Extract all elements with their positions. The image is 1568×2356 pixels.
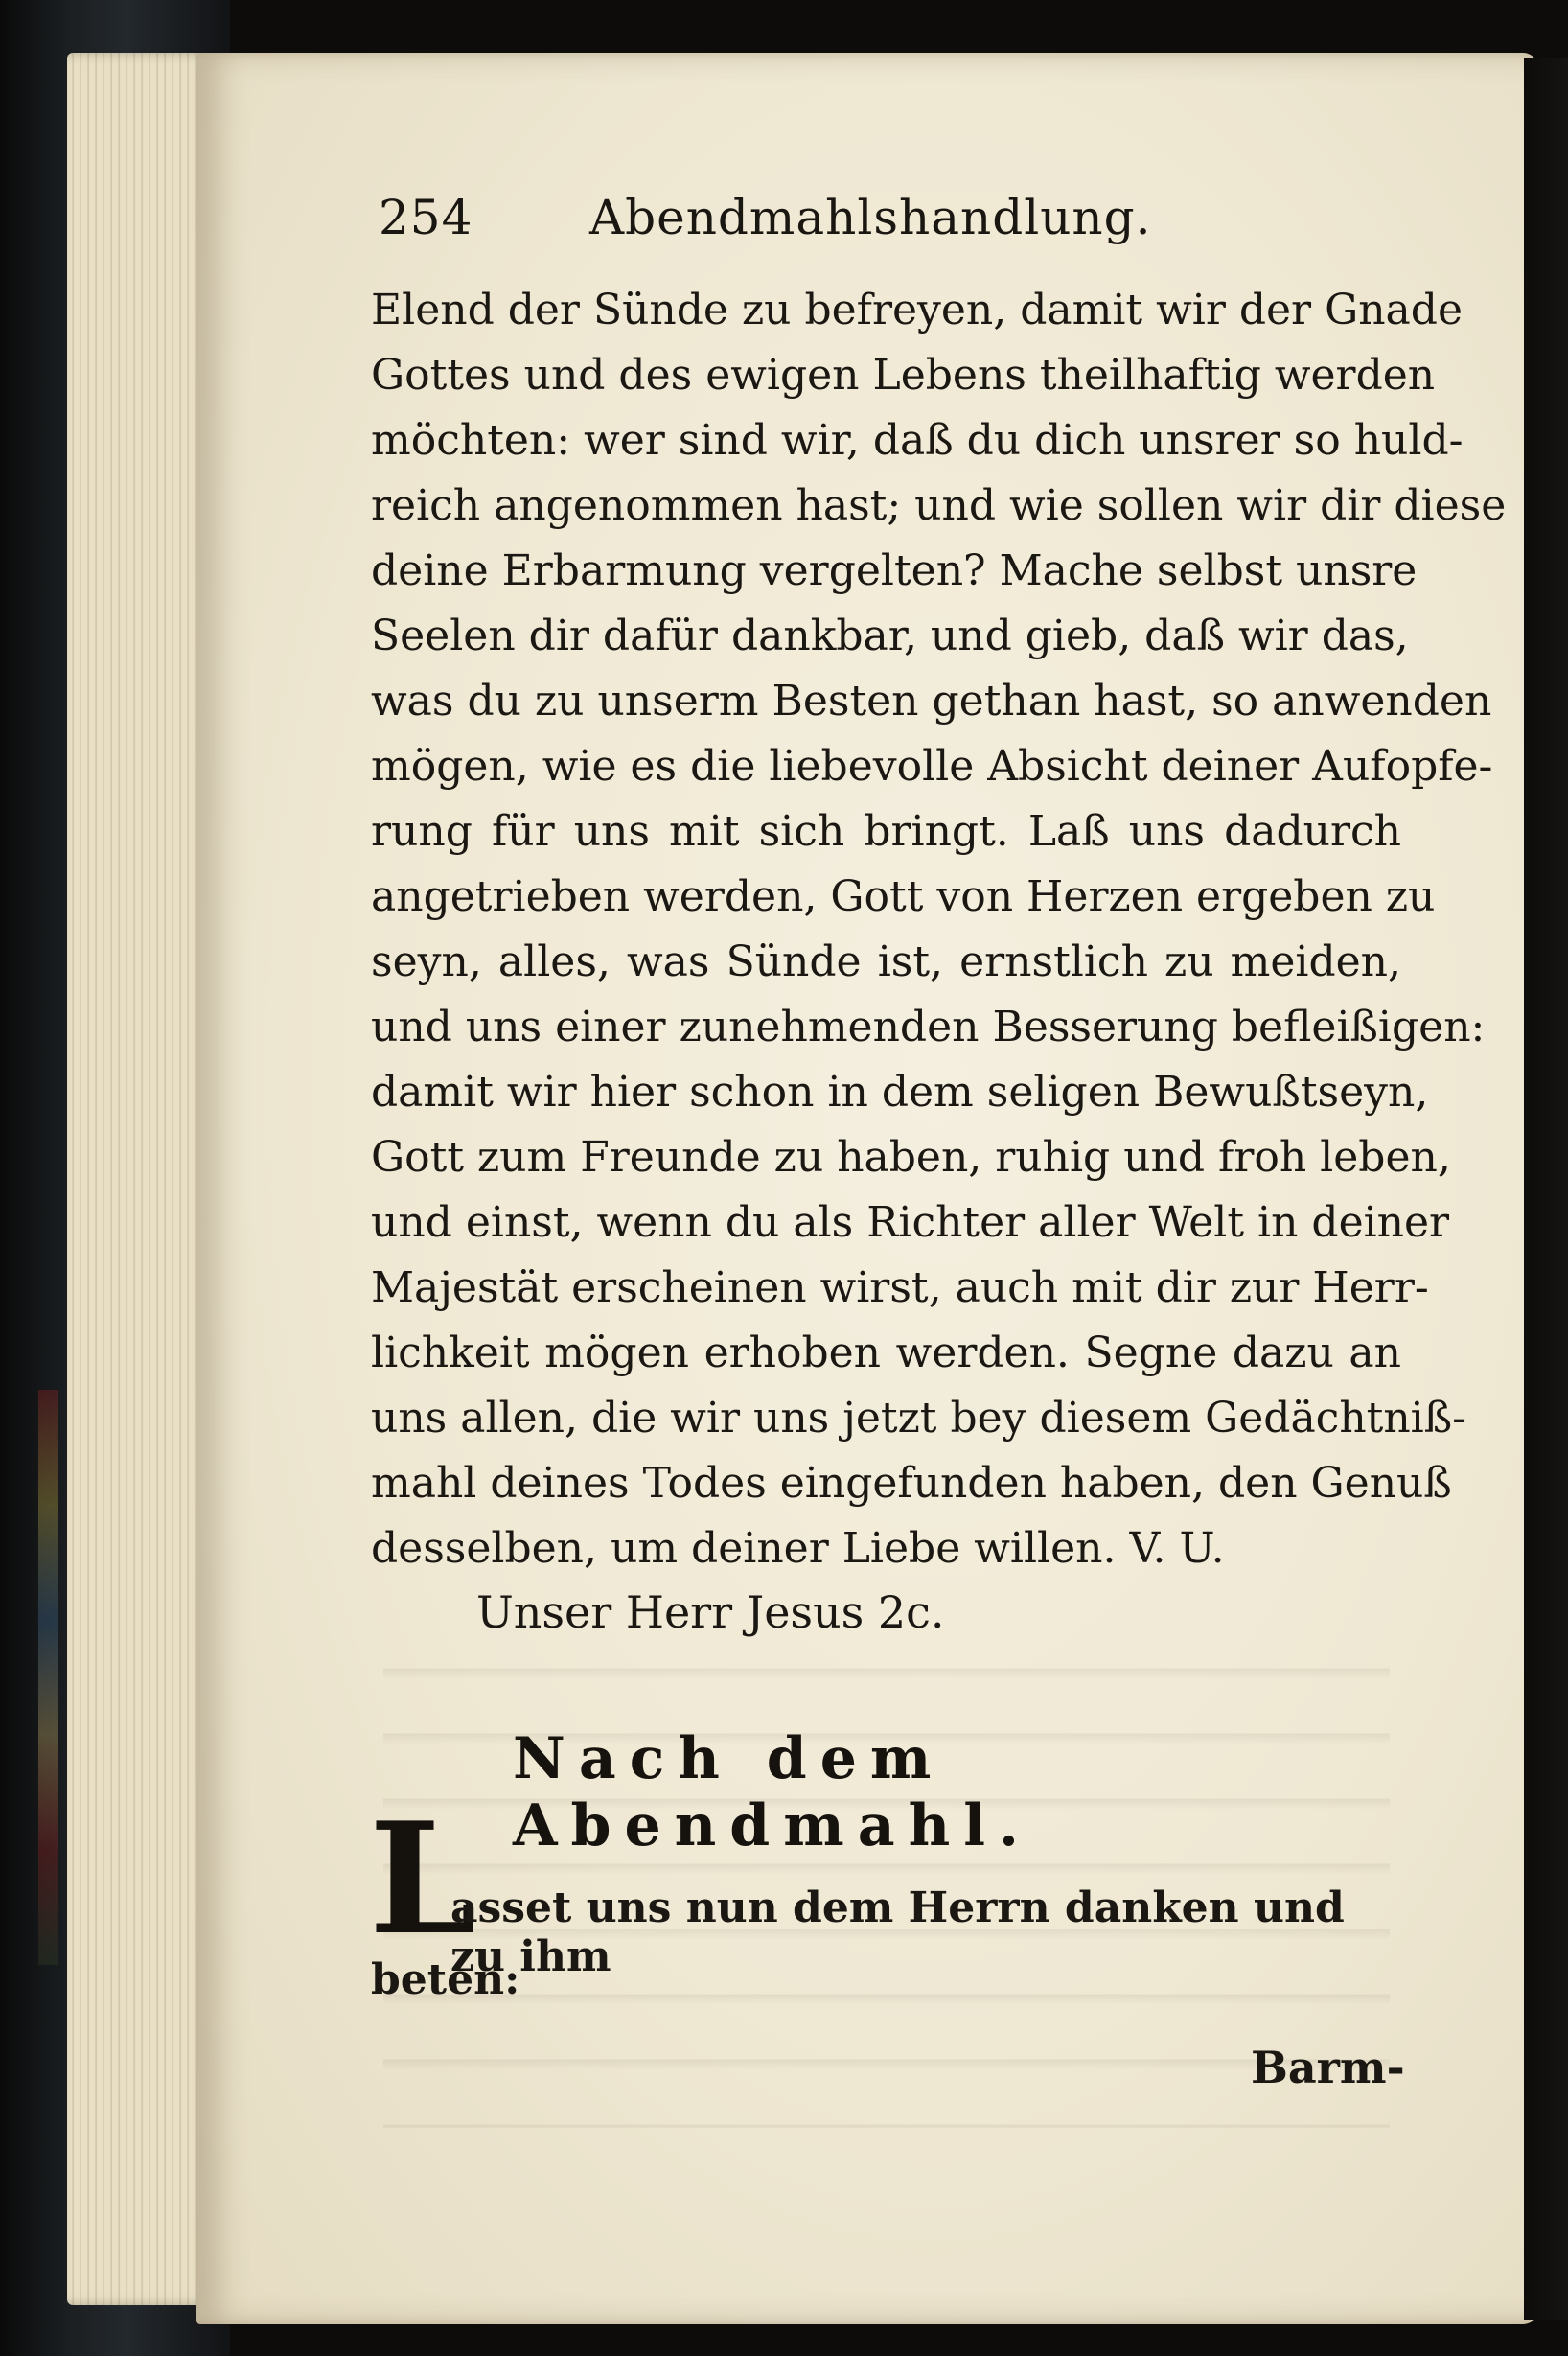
page-right-background (1524, 58, 1568, 2320)
drop-capital: L (369, 1789, 477, 1969)
text-line: und uns einer zunehmenden Besserung befleißigen: (371, 1003, 1486, 1051)
text-line: seyn, alles, was Sünde ist, ernstlich zu meiden, (371, 937, 1401, 986)
text-line: reich angenommen hast; und wie sollen wir dir diese (371, 481, 1507, 530)
running-head (379, 190, 1423, 257)
body-paragraph (371, 278, 1507, 1582)
catchword: Barm- (1251, 2042, 1405, 2093)
liturgical-response: Unser Herr Jesus 2c. (476, 1586, 945, 1638)
running-title: Abendmahlshandlung. (589, 190, 1152, 245)
page-number: 254 (379, 190, 473, 245)
page-stack-edges (67, 53, 211, 2305)
text-line: Elend der Sünde zu befreyen, damit wir der Gnade (371, 286, 1463, 335)
text-line: angetrieben werden, Gott von Herzen ergeben zu (371, 872, 1436, 921)
text-line: mahl deines Todes eingefunden haben, den Genuß (371, 1459, 1452, 1508)
text-line: uns allen, die wir uns jetzt bey diesem Gedächtniß- (371, 1394, 1467, 1443)
text-line: rung für uns mit sich bringt. Laß uns dadurch (371, 807, 1401, 856)
section-heading: Nach dem Abendmahl. (513, 1725, 1032, 1859)
text-line: Seelen dir dafür dankbar, und gieb, daß wir das, (371, 612, 1409, 660)
text-line: desselben, um deiner Liebe willen. V. U. (371, 1524, 1225, 1573)
text-line: möchten: wer sind wir, daß du dich unsrer so huld- (371, 416, 1464, 465)
text-line: mögen, wie es die liebevolle Absicht deiner Aufopfe- (371, 742, 1493, 791)
text-line: und einst, wenn du als Richter aller Welt in deiner (371, 1198, 1450, 1247)
text-line: Majestät erscheinen wirst, auch mit dir zur Herr- (371, 1263, 1429, 1312)
text-line: lichkeit mögen erhoben werden. Segne dazu an (371, 1328, 1401, 1377)
text-line: Gott zum Freunde zu haben, ruhig und froh leben, (371, 1133, 1451, 1182)
color-reference-strip (38, 1390, 58, 1965)
text-line: deine Erbarmung vergelten? Mache selbst unsre (371, 546, 1418, 595)
text-line: damit wir hier schon in dem seligen Bewußtseyn, (371, 1068, 1429, 1117)
text-line: was du zu unserm Besten gethan hast, so anwenden (371, 677, 1492, 726)
prayer-intro-line-2: beten: (371, 1955, 520, 2004)
text-line: Gottes und des ewigen Lebens theilhaftig werden (371, 351, 1436, 400)
prayer-intro-line: asset uns nun dem Herrn danken und zu ihm (450, 1883, 1345, 1981)
